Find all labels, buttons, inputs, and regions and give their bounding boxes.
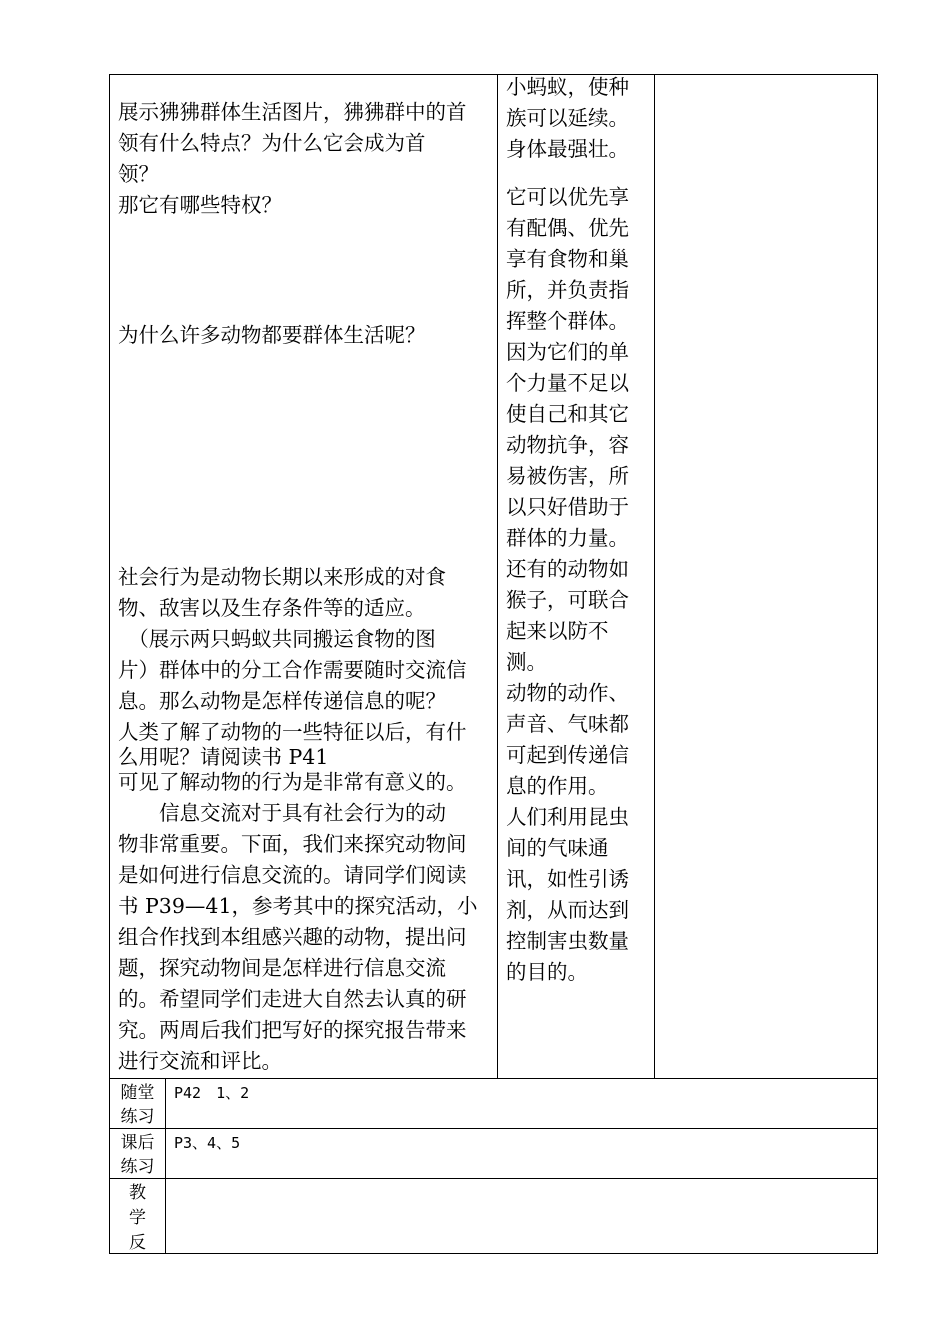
column-divider-1 bbox=[497, 74, 498, 1078]
answer-line: 它可以优先享 bbox=[506, 185, 629, 209]
paragraph-line: 组合作找到本组感兴趣的动物，提出问 bbox=[118, 925, 467, 949]
answer-line: 讯，如性引诱 bbox=[506, 867, 629, 891]
paragraph-line: 那它有哪些特权？ bbox=[118, 193, 282, 217]
practice-in-class-content: P42 1、2 bbox=[174, 1084, 250, 1102]
table-border-bottom bbox=[109, 1253, 878, 1254]
table-border-right bbox=[877, 74, 878, 1254]
answer-line: 人们利用昆虫 bbox=[506, 805, 629, 829]
label-line: 随堂 bbox=[120, 1083, 155, 1103]
answer-line: 所，并负责指 bbox=[506, 278, 629, 302]
paragraph-line: 物、敌害以及生存条件等的适应。 bbox=[118, 596, 426, 620]
answer-line: 动物的动作、 bbox=[506, 681, 629, 705]
answer-line: 使自己和其它 bbox=[506, 402, 629, 426]
paragraph-line: 究。两周后我们把写好的探究报告带来 bbox=[118, 1018, 467, 1042]
practice-after-class-label bbox=[110, 1131, 165, 1179]
paragraph-line: 是如何进行信息交流的。请同学们阅读 bbox=[118, 863, 467, 887]
paragraph-line: 片）群体中的分工合作需要随时交流信 bbox=[118, 658, 467, 682]
answer-line: 族可以延续。 bbox=[506, 106, 629, 130]
answer-line: 间的气味通 bbox=[506, 836, 609, 860]
answer-line: 猴子，可联合 bbox=[506, 588, 629, 612]
label-line: 教 bbox=[129, 1183, 146, 1203]
paragraph-line: 领有什么特点？为什么它会成为首 bbox=[118, 131, 426, 155]
answer-line: 享有食物和巢 bbox=[506, 247, 629, 271]
answer-line: 个力量不足以 bbox=[506, 371, 629, 395]
paragraph-line: 的。希望同学们走进大自然去认真的研 bbox=[118, 987, 467, 1011]
paragraph-line: 信息交流对于具有社会行为的动 bbox=[118, 801, 446, 825]
label-line: 反 bbox=[129, 1233, 146, 1253]
answer-line: 可起到传递信 bbox=[506, 743, 629, 767]
label-column-divider bbox=[165, 1078, 166, 1254]
practice-in-class-label bbox=[110, 1081, 165, 1129]
paragraph-line: （展示两只蚂蚁共同搬运食物的图 bbox=[118, 627, 436, 651]
answer-line: 剂，从而达到 bbox=[506, 898, 629, 922]
answer-line: 还有的动物如 bbox=[506, 557, 629, 581]
answer-line: 的目的。 bbox=[506, 960, 588, 984]
row-divider-2 bbox=[109, 1128, 878, 1129]
column-divider-2 bbox=[654, 74, 655, 1078]
teaching-reflection-label bbox=[110, 1181, 165, 1256]
table-border-top bbox=[109, 74, 878, 75]
row-divider-3 bbox=[109, 1178, 878, 1179]
paragraph-line: 物非常重要。下面，我们来探究动物间 bbox=[118, 832, 467, 856]
answer-line: 息的作用。 bbox=[506, 774, 609, 798]
paragraph-line: 书 P39—41，参考其中的探究活动，小 bbox=[118, 894, 478, 918]
label-line: 练习 bbox=[120, 1157, 155, 1177]
paragraph-line: 社会行为是动物长期以来形成的对食 bbox=[118, 565, 446, 589]
table-border-left bbox=[109, 74, 110, 1254]
practice-after-class-content: P3、4、5 bbox=[174, 1134, 241, 1152]
answer-line: 易被伤害，所 bbox=[506, 464, 629, 488]
paragraph-line: 领？ bbox=[118, 162, 159, 186]
paragraph-line: 息。那么动物是怎样传递信息的呢？ bbox=[118, 689, 446, 713]
paragraph-line: 进行交流和评比。 bbox=[118, 1049, 282, 1073]
paragraph-line: 么用呢？请阅读书 P41 bbox=[118, 745, 329, 769]
answer-line: 群体的力量。 bbox=[506, 526, 629, 550]
paragraph-line: 为什么许多动物都要群体生活呢？ bbox=[118, 323, 426, 347]
label-line: 学 bbox=[129, 1208, 146, 1228]
row-divider-1 bbox=[109, 1078, 878, 1079]
paragraph-line: 题，探究动物间是怎样进行信息交流 bbox=[118, 956, 446, 980]
paragraph-line: 展示狒狒群体生活图片，狒狒群中的首 bbox=[118, 100, 467, 124]
paragraph-line: 可见了解动物的行为是非常有意义的。 bbox=[118, 770, 467, 794]
answer-line: 控制害虫数量 bbox=[506, 929, 629, 953]
answer-line: 小蚂蚁，使种 bbox=[506, 75, 629, 99]
answer-line: 挥整个群体。 bbox=[506, 309, 629, 333]
answer-line: 有配偶、优先 bbox=[506, 216, 629, 240]
answer-line: 起来以防不 bbox=[506, 619, 609, 643]
answer-line: 因为它们的单 bbox=[506, 340, 629, 364]
label-line: 练习 bbox=[120, 1107, 155, 1127]
answer-line: 测。 bbox=[506, 650, 547, 674]
answer-line: 身体最强壮。 bbox=[506, 137, 629, 161]
answer-line: 以只好借助于 bbox=[506, 495, 629, 519]
label-line: 课后 bbox=[120, 1133, 155, 1153]
answer-line: 动物抗争，容 bbox=[506, 433, 629, 457]
paragraph-line: 人类了解了动物的一些特征以后，有什 bbox=[118, 720, 467, 744]
answer-line: 声音、气味都 bbox=[506, 712, 629, 736]
